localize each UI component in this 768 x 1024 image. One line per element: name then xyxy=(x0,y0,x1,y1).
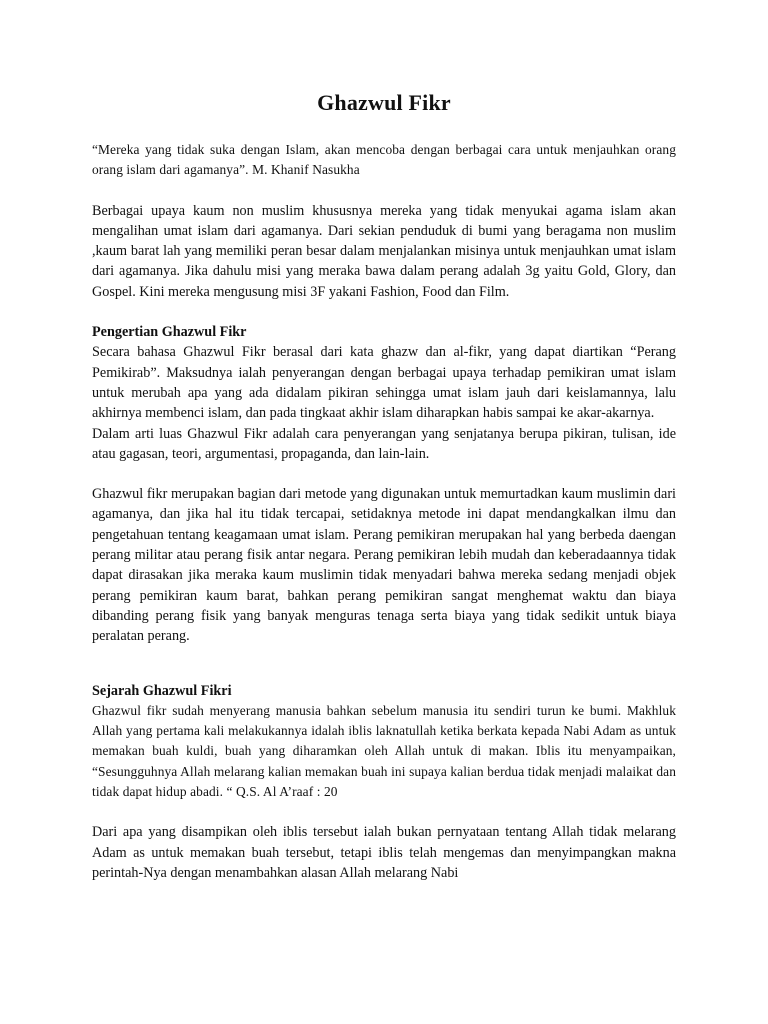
pengertian-paragraph-3: Ghazwul fikr merupakan bagian dari metode yang digunakan untuk memurtadkan kaum muslimin dari agamanya, dan jika hal itu tidak tercapai, setidaknya metode ini dapat mendangkalkan ilmu dan pengetahuan tentang keagamaan umat islam. Perang pemikiran merupakan hal yang berbeda daengan perang militar atau perang fisik antar negara. Perang pemikiran lebih mudah dan keberadaannya tidak dapat dirasakan jika meraka kaum muslimin tidak menyadari bahwa mereka sedang menjadi objek perang pemikiran kaum barat, bahkan perang pemikiran sangat menghemat waktu dan biaya dibanding perang fisik yang banyak menguras tenaga serta biaya yang tidak sedikit untuk biaya peralatan perang. xyxy=(92,486,676,645)
section-heading-pengertian: Pengertian Ghazwul Fikr xyxy=(92,324,247,341)
spacer xyxy=(92,647,676,681)
pengertian-paragraph-2: Dalam arti luas Ghazwul Fikr adalah cara penyerangan yang senjatanya berupa pikiran, tulisan, ide atau gagasan, teori, argumentasi, propaganda, dan lain-lain. xyxy=(92,425,676,462)
intro-paragraph: Berbagai upaya kaum non muslim khususnya mereka yang tidak menyukai agama islam akan mengalihan umat islam dari agamanya. Dari sekian penduduk di bumi yang beragama non muslim ,kaum barat lah yang memiliki peran besar dalam menjalankan misinya untuk menjauhkan umat islam dari agamanya. Jika dahulu misi yang meraka bawa dalam perang adalah 3g yaitu Gold, Glory, dan Gospel. Kini mereka mengusung misi 3F yakani Fashion, Food dan Film. xyxy=(92,202,676,300)
document-title: Ghazwul Fikr xyxy=(317,90,451,115)
spacer xyxy=(92,181,676,201)
spacer xyxy=(92,464,676,484)
sejarah-paragraph-2: Dari apa yang disampikan oleh iblis tersebut ialah bukan pernyataan tentang Allah tidak melarang Adam as untuk memakan buah tersebut, tetapi iblis telah mengemas dan menyimpangkan makna perintah-Nya dengan menambahkan alasan Allah melarang Nabi xyxy=(92,824,676,881)
sejarah-paragraph-1: Ghazwul fikr sudah menyerang manusia bahkan sebelum manusia itu sendiri turun ke bumi. Makhluk Allah yang pertama kali melakukannya idalah iblis laknatullah ketika berkata kepada Nabi Adam as untuk memakan buah kuldi, buah yang diharamkan oleh Allah untuk di makan. Iblis itu menyampaikan, “Sesungguhnya Allah melarang kalian memakan buah ini supaya kalian berdua tidak menjadi malaikat dan tidak dapat hidup abadi. “ Q.S. Al A’raaf : 20 xyxy=(92,702,676,800)
pengertian-paragraph-1: Secara bahasa Ghazwul Fikr berasal dari kata ghazw dan al-fikr, yang dapat diartikan “Perang Pemikirab”. Maksudnya ialah penyerangan dengan berbagai upaya terhadap pemikiran umat islam untuk merubah apa yang ada didalam pikiran sehingga umat islam jauh dari keislamannya, lalu akhirnya membenci islam, dan pada tingkaat akhir islam diharapkan habis sampai ke akar-akarnya. xyxy=(92,344,676,422)
spacer xyxy=(92,802,676,822)
document-page xyxy=(92,88,676,883)
spacer xyxy=(92,302,676,322)
opening-quote: “Mereka yang tidak suka dengan Islam, akan mencoba dengan berbagai cara untuk menjauhkan orang orang islam dari agamanya”. M. Khanif Nasukha xyxy=(92,142,676,178)
section-heading-sejarah: Sejarah Ghazwul Fikri xyxy=(92,682,232,699)
